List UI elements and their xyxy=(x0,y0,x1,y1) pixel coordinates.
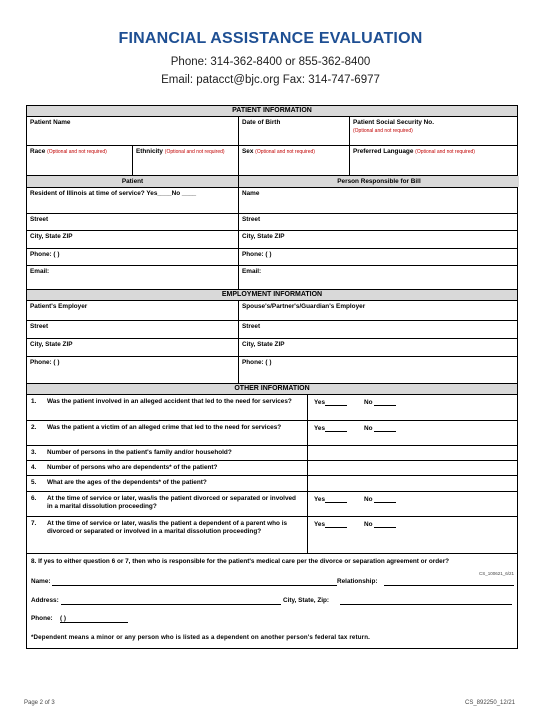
sex-label: Sex xyxy=(242,148,254,155)
resident-field[interactable] xyxy=(27,188,239,213)
patient-employer-field[interactable] xyxy=(27,301,239,320)
question-6-yes[interactable] xyxy=(314,495,347,503)
question-2-text: Was the patient a victim of an alleged crime that led to the need for services? xyxy=(47,424,282,431)
spouse-employer-city-label: City, State ZIP xyxy=(242,341,285,348)
sex-field[interactable] xyxy=(239,146,350,175)
question-2-yes[interactable] xyxy=(314,424,347,432)
no-blank[interactable] xyxy=(374,520,396,528)
question-4-text: Number of persons who are dependents* of the patient? xyxy=(47,464,218,471)
spouse-employer-city-field[interactable] xyxy=(239,339,519,356)
page-number: Page 2 of 3 xyxy=(24,700,55,706)
race-field[interactable] xyxy=(27,146,133,175)
question-7-yes[interactable] xyxy=(314,520,347,528)
party-row-1 xyxy=(27,188,517,214)
employer-city-field[interactable] xyxy=(27,339,239,356)
party-row-3 xyxy=(27,231,517,249)
q8-address-label: Address: xyxy=(31,597,59,604)
dob-field[interactable] xyxy=(239,117,350,145)
question-7 xyxy=(27,517,517,554)
patient-city-field[interactable] xyxy=(27,231,239,248)
question-7-text: At the time of service or later, was/is the patient a dependent of a parent who is divorced or separated or involved in a marital dissolution proceeding? xyxy=(47,520,288,535)
ethnicity-label: Ethnicity xyxy=(136,148,163,155)
no-label: No xyxy=(364,425,373,432)
ssn-note: (Optional and not required) xyxy=(353,128,413,134)
question-3-text: Number of persons in the patient's family and/or household? xyxy=(47,449,232,456)
responsible-city-label: City, State ZIP xyxy=(242,233,285,240)
q8-phone-label: Phone: xyxy=(31,615,53,622)
question-7-no[interactable] xyxy=(364,520,396,528)
question-5-answer[interactable] xyxy=(307,476,519,491)
patient-name-label: Patient Name xyxy=(30,119,71,126)
q8-phone-field[interactable]: ( ) xyxy=(60,615,128,623)
responsible-phone-label: Phone: ( ) xyxy=(242,251,272,258)
ethnicity-field[interactable] xyxy=(133,146,239,175)
q8-name-label: Name: xyxy=(31,578,51,585)
responsible-col-header: Person Responsible for Bill xyxy=(239,176,519,187)
responsible-name-field[interactable] xyxy=(239,188,519,213)
q8-city-label: City, State, Zip: xyxy=(283,597,330,604)
yes-label: Yes xyxy=(314,425,326,432)
q8-relationship-label: Relationship: xyxy=(337,578,378,585)
patient-phone-label: Phone: ( ) xyxy=(30,251,60,258)
ethnicity-note: (Optional and not required) xyxy=(164,149,225,155)
responsible-email-label: Email: xyxy=(242,268,262,275)
employer-phone-field[interactable] xyxy=(27,357,239,383)
language-label: Preferred Language xyxy=(353,148,414,155)
other-info-header: OTHER INFORMATION xyxy=(27,384,517,395)
patient-col-header: Patient xyxy=(27,176,239,187)
language-note: (Optional and not required) xyxy=(415,149,475,155)
question-1-number: 1. xyxy=(31,398,37,405)
no-label: No xyxy=(364,399,373,406)
dependent-note: *Dependent means a minor or any person who is listed as a dependent on another person's federal tax return. xyxy=(31,634,371,641)
yes-blank[interactable] xyxy=(325,424,347,432)
patient-row-1 xyxy=(27,117,517,146)
employer-city-label: City, State ZIP xyxy=(30,341,73,348)
no-blank[interactable] xyxy=(374,424,396,432)
question-2-answer xyxy=(307,421,519,445)
patient-street-label: Street xyxy=(30,216,49,223)
yes-label: Yes xyxy=(314,399,326,406)
question-5-text: What are the ages of the dependents* of the patient? xyxy=(47,479,207,486)
responsible-email-field[interactable] xyxy=(239,266,519,289)
patient-email-label: Email: xyxy=(30,268,50,275)
footer-code: CS_892250_12/21 xyxy=(465,700,516,706)
email-line: Email: patacct@bjc.org Fax: 314-747-6977 xyxy=(161,74,380,86)
small-form-code: CS_100621_6/21 xyxy=(479,571,515,576)
party-header-row xyxy=(27,176,517,188)
patient-employer-label: Patient's Employer xyxy=(30,303,88,310)
question-1 xyxy=(27,395,517,421)
question-1-text: Was the patient involved in an alleged accident that led to the need for services? xyxy=(47,398,292,405)
q8-relationship-blank[interactable] xyxy=(384,578,514,586)
responsible-phone-field[interactable] xyxy=(239,249,519,265)
patient-city-label: City, State ZIP xyxy=(30,233,73,240)
spouse-employer-phone-label: Phone: ( ) xyxy=(242,359,272,366)
yes-blank[interactable] xyxy=(325,398,347,406)
spouse-employer-field[interactable] xyxy=(239,301,519,320)
employer-phone-label: Phone: ( ) xyxy=(30,359,60,366)
patient-phone-field[interactable] xyxy=(27,249,239,265)
ssn-label: Patient Social Security No. xyxy=(353,119,434,126)
resident-label: Resident of Illinois at time of service? Yes____No ____ xyxy=(30,190,197,197)
question-6-number: 6. xyxy=(31,495,37,502)
race-note: (Optional and not required) xyxy=(47,149,107,155)
employer-city-row xyxy=(27,339,517,357)
language-field[interactable] xyxy=(350,146,519,175)
question-1-no[interactable] xyxy=(364,398,396,406)
party-row-2 xyxy=(27,214,517,231)
question-8-text: 8. If yes to either question 6 or 7, then who is responsible for the patient's medical care per the divorce or separation agreement or order? xyxy=(31,558,450,565)
patient-row-2 xyxy=(27,146,517,176)
question-5-number: 5. xyxy=(31,479,37,486)
employment-header: EMPLOYMENT INFORMATION xyxy=(27,290,517,301)
form-title: FINANCIAL ASSISTANCE EVALUATION xyxy=(118,30,423,47)
responsible-city-field[interactable] xyxy=(239,231,519,248)
question-1-yes[interactable] xyxy=(314,398,347,406)
question-4 xyxy=(27,461,517,476)
no-blank[interactable] xyxy=(374,495,396,503)
party-row-5 xyxy=(27,266,517,290)
patient-info-header: PATIENT INFORMATION xyxy=(27,106,517,117)
yes-blank[interactable] xyxy=(325,520,347,528)
question-6-text: At the time of service or later, was/is the patient divorced or separated or involved in a marital dissolution proceeding? xyxy=(47,495,296,510)
patient-street-field[interactable] xyxy=(27,214,239,230)
question-6-no[interactable] xyxy=(364,495,396,503)
q8-city-blank[interactable] xyxy=(340,597,512,605)
question-4-answer[interactable] xyxy=(307,461,519,475)
patient-name-field[interactable] xyxy=(27,117,239,145)
dob-label: Date of Birth xyxy=(242,119,281,126)
employer-phone-row xyxy=(27,357,517,384)
q8-address-blank[interactable] xyxy=(61,597,281,605)
question-7-number: 7. xyxy=(31,520,37,527)
employer-row xyxy=(27,301,517,321)
yes-label: Yes xyxy=(314,521,326,528)
sex-note: (Optional and not required) xyxy=(255,149,315,155)
question-2 xyxy=(27,421,517,446)
employer-street-field[interactable] xyxy=(27,321,239,338)
no-label: No xyxy=(364,496,373,503)
responsible-street-field[interactable] xyxy=(239,214,519,230)
responsible-street-label: Street xyxy=(242,216,261,223)
spouse-employer-phone-field[interactable] xyxy=(239,357,519,383)
question-2-number: 2. xyxy=(31,424,37,431)
yes-blank[interactable] xyxy=(325,495,347,503)
no-blank[interactable] xyxy=(374,398,396,406)
question-4-number: 4. xyxy=(31,464,37,471)
phone-line: Phone: 314-362-8400 or 855-362-8400 xyxy=(170,56,371,68)
spouse-employer-label: Spouse's/Partner's/Guardian's Employer xyxy=(242,303,366,310)
spouse-employer-street-label: Street xyxy=(242,323,261,330)
spouse-employer-street-field[interactable] xyxy=(239,321,519,338)
q8-name-blank[interactable] xyxy=(52,578,337,586)
responsible-name-label: Name xyxy=(242,190,260,197)
question-1-answer xyxy=(307,395,519,420)
question-6 xyxy=(27,492,517,517)
question-3-number: 3. xyxy=(31,449,37,456)
question-7-answer xyxy=(307,517,519,553)
ssn-field[interactable] xyxy=(350,117,519,145)
patient-email-field[interactable] xyxy=(27,266,239,289)
question-6-answer xyxy=(307,492,519,516)
race-label: Race xyxy=(30,148,46,155)
no-label: No xyxy=(364,521,373,528)
employer-street-label: Street xyxy=(30,323,49,330)
party-row-4 xyxy=(27,249,517,266)
yes-label: Yes xyxy=(314,496,326,503)
question-2-no[interactable] xyxy=(364,424,396,432)
question-3 xyxy=(27,446,517,461)
question-5 xyxy=(27,476,517,492)
question-3-answer[interactable] xyxy=(307,446,519,460)
employer-street-row xyxy=(27,321,517,339)
evaluation-form xyxy=(26,105,518,649)
